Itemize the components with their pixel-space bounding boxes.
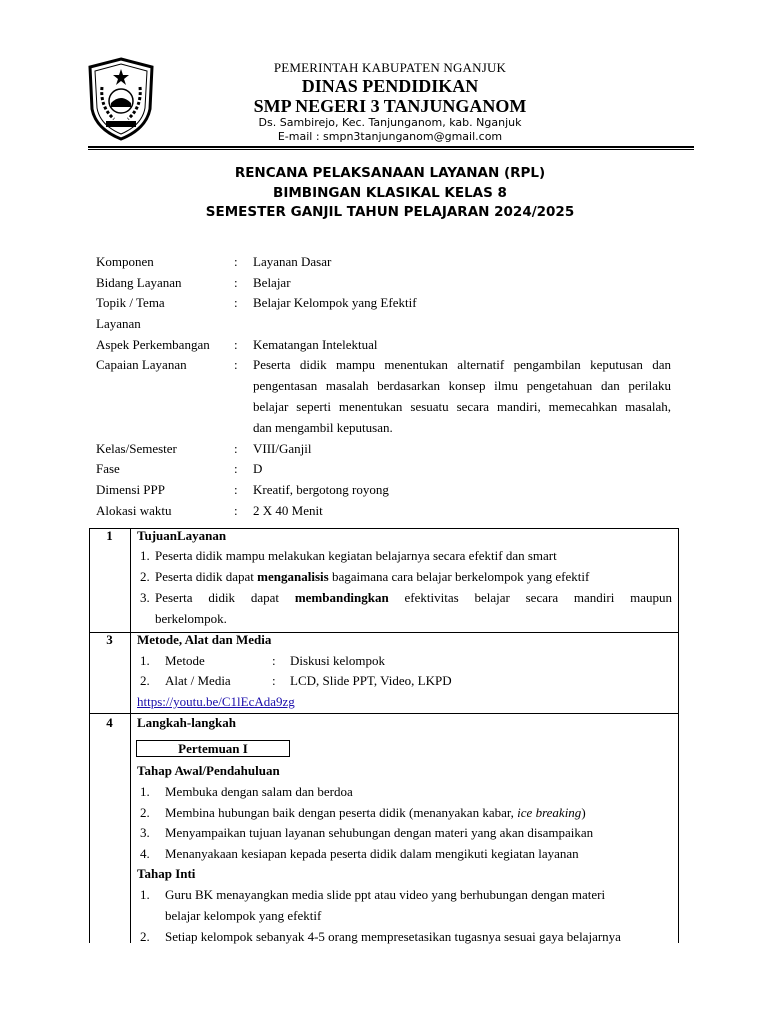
list-item: Guru BK menayangkan media slide ppt atau video yang berhubungan dengan materi [165, 887, 606, 902]
separator: : [234, 482, 238, 497]
list-item: Peserta didik mampu melakukan kegiatan belajarnya secara efektif dan smart [155, 548, 557, 563]
separator: : [234, 441, 238, 456]
aspek-label: Aspek Perkembangan [96, 337, 210, 352]
topik-label: Topik / Tema [96, 295, 165, 310]
list-item: Setiap kelompok sebanyak 4-5 orang mempresetasikan tugasnya sesuai gaya belajarnya [165, 929, 621, 944]
list-item: Menyampaikan tujuan layanan sehubungan dengan materi yang akan disampaikan [165, 825, 594, 840]
komponen-label: Komponen [96, 254, 154, 269]
document-semester: SEMESTER GANJIL TAHUN PELAJARAN 2024/2025 [205, 204, 575, 220]
separator: : [234, 461, 238, 476]
school-district-logo [86, 57, 156, 141]
topik-value: Belajar Kelompok yang Efektif [253, 295, 417, 310]
kelas-label: Kelas/Semester [96, 441, 177, 456]
tahap-inti-heading: Tahap Inti [137, 866, 196, 881]
list-item: Menanyakaan kesiapan kepada peserta didik dalam mengikuti kegiatan layanan [165, 846, 579, 861]
bidang-label: Bidang Layanan [96, 275, 182, 290]
list-number: 2. [140, 569, 150, 584]
section-heading-langkah: Langkah-langkah [137, 715, 236, 730]
fase-value: D [253, 461, 263, 476]
capaian-line: dan mengambil keputusan. [253, 420, 393, 435]
list-item: Peserta didik dapat menganalisis bagaimana cara belajar berkelompok yang efektif [155, 569, 590, 584]
separator: : [234, 295, 238, 310]
dimensi-value: Kreatif, bergotong royong [253, 482, 389, 497]
list-number: 1. [140, 548, 150, 563]
school-email: E-mail : smpn3tanjunganom@gmail.com [277, 130, 503, 143]
list-number: 3. [140, 825, 150, 840]
separator: : [234, 254, 238, 269]
list-item-cont: berkelompok. [155, 611, 227, 626]
alat-value: LCD, Slide PPT, Video, LKPD [290, 673, 452, 688]
dimensi-label: Dimensi PPP [96, 482, 165, 497]
section-heading-metode: Metode, Alat dan Media [137, 632, 272, 647]
komponen-value: Layanan Dasar [253, 254, 332, 269]
school-name: SMP NEGERI 3 TANJUNGANOM [253, 96, 527, 116]
capaian-label: Capaian Layanan [96, 357, 187, 372]
separator: : [234, 503, 238, 518]
section-number: 3 [106, 632, 113, 647]
government-name: PEMERINTAH KABUPATEN NGANJUK [273, 60, 507, 75]
list-number: 1. [140, 784, 150, 799]
separator: : [234, 275, 238, 290]
list-number: 2. [140, 805, 150, 820]
section-number: 1 [106, 528, 113, 543]
topik-label-cont: Layanan [96, 316, 141, 331]
table-row-divider [89, 713, 679, 714]
list-item: Membuka dengan salam dan berdoa [165, 784, 353, 799]
metode-label: Metode [165, 653, 205, 668]
list-item: Peserta didik dapat membandingkan efektivitas belajar secara mandiri maupun [155, 590, 673, 605]
letterhead-rule-thick [88, 146, 694, 148]
separator: : [272, 653, 276, 668]
list-number: 2. [140, 929, 150, 944]
pertemuan-box: Pertemuan I [136, 740, 290, 757]
separator: : [272, 673, 276, 688]
list-item-cont: belajar kelompok yang efektif [165, 908, 322, 923]
kelas-value: VIII/Ganjil [253, 441, 312, 456]
separator: : [234, 337, 238, 352]
capaian-line: pengentasan masalah berdasarkan konsep ilmu pengetahuan dan perilaku [253, 378, 671, 393]
school-address: Ds. Sambirejo, Kec. Tanjunganom, kab. Nganjuk [258, 116, 522, 129]
section-heading-tujuan: TujuanLayanan [137, 528, 227, 543]
list-number: 4. [140, 846, 150, 861]
document-subtitle: BIMBINGAN KLASIKAL KELAS 8 [273, 185, 507, 201]
alokasi-value: 2 X 40 Menit [253, 503, 323, 518]
list-number: 2. [140, 673, 150, 688]
aspek-value: Kematangan Intelektual [253, 337, 378, 352]
alokasi-label: Alokasi waktu [96, 503, 172, 518]
fase-label: Fase [96, 461, 120, 476]
letterhead-rule-thin [88, 149, 694, 150]
alat-label: Alat / Media [165, 673, 231, 688]
youtube-link[interactable]: https://youtu.be/C1lEcAda9zg [137, 694, 295, 709]
table-column-divider [130, 528, 131, 943]
tahap-awal-heading: Tahap Awal/Pendahuluan [137, 763, 280, 778]
separator: : [234, 357, 238, 372]
list-number: 1. [140, 887, 150, 902]
list-item: Membina hubungan baik dengan peserta didik (menanyakan kabar, ice breaking) [165, 805, 586, 820]
agency-name: DINAS PENDIDIKAN [301, 76, 479, 96]
list-number: 1. [140, 653, 150, 668]
capaian-line: Peserta didik mampu menentukan alternatif pengambilan keputusan dan [253, 357, 671, 372]
section-number: 4 [106, 715, 113, 730]
list-number: 3. [140, 590, 150, 605]
document-title: RENCANA PELAKSANAAN LAYANAN (RPL) [234, 165, 546, 181]
metode-value: Diskusi kelompok [290, 653, 385, 668]
bidang-value: Belajar [253, 275, 291, 290]
capaian-line: belajar seperti menentukan sesuatu secara mandiri, memecahkan masalah, [253, 399, 671, 414]
